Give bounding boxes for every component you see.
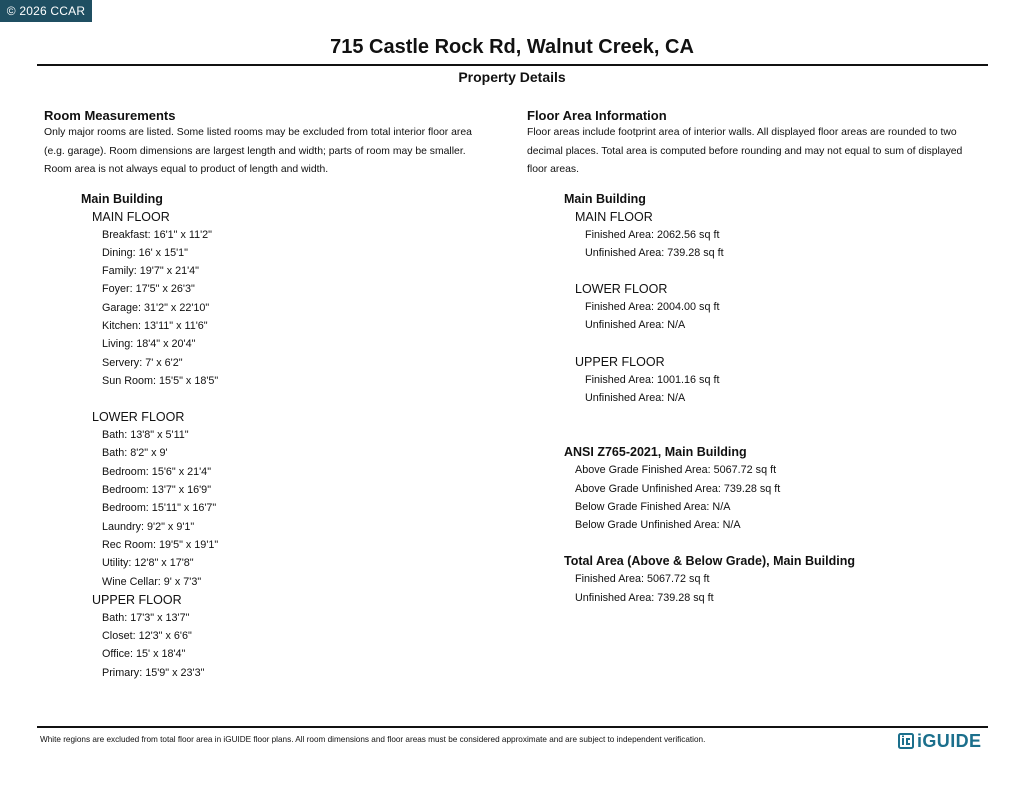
note-line: Room area is not always equal to product of length and width. <box>44 164 329 175</box>
footer-divider <box>37 726 988 728</box>
footer-disclaimer: White regions are excluded from total floor area in iGUIDE floor plans. All room dimensions and floor areas must be considered approximate and are subject to independent verification. <box>40 735 706 744</box>
room-item: Primary: 15'9" x 23'3" <box>102 666 205 679</box>
room-item: Dining: 16' x 15'1" <box>102 246 188 259</box>
iguide-logo-icon <box>898 733 914 749</box>
room-item: Garage: 31'2" x 22'10" <box>102 301 210 314</box>
note-line: Floor areas include footprint area of interior walls. All displayed floor areas are rounded to two <box>527 127 957 138</box>
room-measurements-section <box>44 107 514 682</box>
room-item: Bedroom: 13'7" x 16'9" <box>102 484 212 497</box>
page-subtitle: Property Details <box>458 69 566 85</box>
copyright-badge: © 2026 CCAR <box>0 0 92 22</box>
room-item: Closet: 12'3" x 6'6" <box>102 630 192 643</box>
floor-name: MAIN FLOOR <box>92 209 170 224</box>
iguide-logo-text: iGUIDE <box>917 730 982 751</box>
room-item: Living: 18'4" x 20'4" <box>102 338 196 351</box>
room-item: Utility: 12'8" x 17'8" <box>102 557 194 570</box>
room-item: Kitchen: 13'11" x 11'6" <box>102 319 208 332</box>
room-item: Sun Room: 15'5" x 18'5" <box>102 374 219 387</box>
area-item: Unfinished Area: 739.28 sq ft <box>585 246 724 259</box>
floor-area-note <box>527 124 997 180</box>
iguide-logo <box>898 730 981 752</box>
ansi-item: Above Grade Unfinished Area: 739.28 sq ft <box>575 482 781 495</box>
room-item: Family: 19'7" x 21'4" <box>102 265 200 278</box>
note-line: Only major rooms are listed. Some listed rooms may be excluded from total interior floor area <box>44 127 472 138</box>
room-item: Foyer: 17'5" x 26'3" <box>102 283 195 296</box>
total-area-item: Unfinished Area: 739.28 sq ft <box>575 591 714 604</box>
floor-name: MAIN FLOOR <box>575 209 653 224</box>
room-item: Bedroom: 15'6" x 21'4" <box>102 465 212 478</box>
total-area-heading: Total Area (Above & Below Grade), Main Building <box>564 554 855 569</box>
note-line: floor areas. <box>527 164 579 175</box>
ansi-item: Below Grade Unfinished Area: N/A <box>575 519 741 532</box>
floor-area-heading: Floor Area Information <box>527 108 667 123</box>
room-item: Bath: 17'3" x 13'7" <box>102 611 190 624</box>
building-name: Main Building <box>81 191 163 206</box>
floor-name: UPPER FLOOR <box>575 354 665 369</box>
note-line: (e.g. garage). Room dimensions are largest length and width; parts of room may be smaller. <box>44 145 466 157</box>
room-measurements-heading: Room Measurements <box>44 108 176 123</box>
room-item: Servery: 7' x 6'2" <box>102 356 183 369</box>
area-item: Finished Area: 2004.00 sq ft <box>585 301 720 314</box>
floor-name: UPPER FLOOR <box>92 592 182 607</box>
ansi-heading: ANSI Z765-2021, Main Building <box>564 445 747 460</box>
page-title: 715 Castle Rock Rd, Walnut Creek, CA <box>330 36 694 58</box>
title-divider <box>37 64 988 66</box>
room-item: Bath: 13'8" x 5'11" <box>102 429 189 442</box>
room-item: Wine Cellar: 9' x 7'3" <box>102 575 202 588</box>
room-item: Breakfast: 16'1" x 11'2" <box>102 228 213 241</box>
room-item: Bedroom: 15'11" x 16'7" <box>102 502 217 515</box>
floor-area-section <box>527 107 997 607</box>
room-item: Laundry: 9'2" x 9'1" <box>102 520 195 533</box>
room-item: Office: 15' x 18'4" <box>102 648 186 661</box>
floor-name: LOWER FLOOR <box>575 282 668 297</box>
note-line: decimal places. Total area is computed before rounding and may not equal to sum of displayed <box>527 145 963 157</box>
room-measurements-note <box>44 124 514 180</box>
room-item: Rec Room: 19'5" x 19'1" <box>102 538 219 551</box>
area-item: Finished Area: 2062.56 sq ft <box>585 228 720 241</box>
area-item: Unfinished Area: N/A <box>585 319 686 332</box>
floor-name: LOWER FLOOR <box>92 410 185 425</box>
building-name: Main Building <box>564 191 646 206</box>
ansi-item: Below Grade Finished Area: N/A <box>575 500 731 513</box>
room-item: Bath: 8'2" x 9' <box>102 447 168 460</box>
area-item: Finished Area: 1001.16 sq ft <box>585 373 720 386</box>
total-area-item: Finished Area: 5067.72 sq ft <box>575 573 710 586</box>
area-item: Unfinished Area: N/A <box>585 391 686 404</box>
ansi-item: Above Grade Finished Area: 5067.72 sq ft <box>575 464 777 477</box>
